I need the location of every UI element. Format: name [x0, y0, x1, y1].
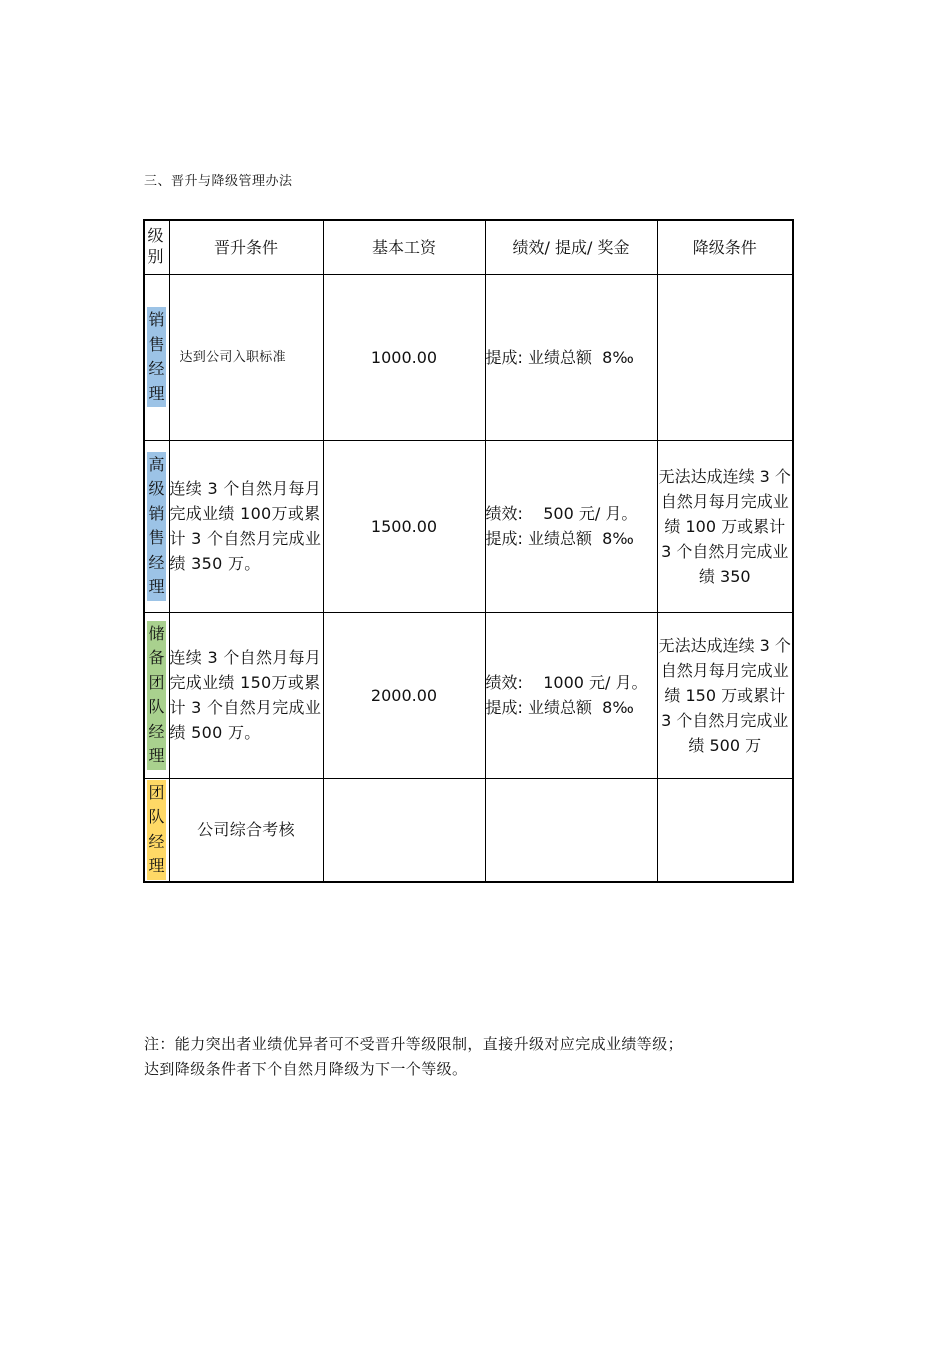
promotion-cell: 达到公司入职标准: [169, 274, 323, 440]
table-row: [144, 778, 793, 882]
demotion-cell: [657, 778, 793, 882]
level-cell: [144, 274, 169, 440]
table-row: [144, 440, 793, 612]
note-block: [144, 1032, 683, 1082]
header-demotion: 降级条件: [657, 220, 793, 274]
level-label: 销售经理: [147, 307, 166, 407]
header-promotion: 晋升条件: [169, 220, 323, 274]
salary-cell: 2000.00: [323, 612, 485, 778]
salary-cell: 1500.00: [323, 440, 485, 612]
note-line: 达到降级条件者下个自然月降级为下一个等级。: [144, 1060, 468, 1078]
demotion-cell: [657, 274, 793, 440]
table-row: [144, 274, 793, 440]
level-label: 高级销售经理: [147, 452, 166, 601]
promotion-demotion-table: [143, 219, 794, 883]
level-label: 团队经理: [147, 780, 166, 880]
bonus-cell: [485, 778, 657, 882]
header-salary: 基本工资: [323, 220, 485, 274]
salary-cell: 1000.00: [323, 274, 485, 440]
level-cell: [144, 778, 169, 882]
table-row: [144, 612, 793, 778]
level-label: 储备团队经理: [147, 621, 166, 770]
table-header-row: [144, 220, 793, 274]
note-line: 注：能力突出者业绩优异者可不受晋升等级限制，直接升级对应完成业绩等级；: [144, 1035, 684, 1053]
bonus-cell: 提成: 业绩总额 8‰: [485, 274, 657, 440]
bonus-cell: 绩效: 500 元/ 月。 提成: 业绩总额 8‰: [485, 440, 657, 612]
section-title: 三、晋升与降级管理办法: [144, 174, 293, 189]
header-bonus: 绩效/ 提成/ 奖金: [485, 220, 657, 274]
header-level: 级别: [144, 220, 169, 274]
salary-cell: [323, 778, 485, 882]
demotion-cell: 无法达成连续 3 个自然月每月完成业绩 100 万或累计 3 个自然月完成业绩 350: [657, 440, 793, 612]
promotion-cell: 公司综合考核: [169, 778, 323, 882]
level-cell: [144, 440, 169, 612]
promotion-cell: 连续 3 个自然月每月完成业绩 150万或累计 3 个自然月完成业绩 500 万。: [169, 612, 323, 778]
promotion-cell: 连续 3 个自然月每月完成业绩 100万或累计 3 个自然月完成业绩 350 万。: [169, 440, 323, 612]
bonus-cell: 绩效: 1000 元/ 月。 提成: 业绩总额 8‰: [485, 612, 657, 778]
demotion-cell: 无法达成连续 3 个自然月每月完成业绩 150 万或累计 3 个自然月完成业绩 500 万: [657, 612, 793, 778]
level-cell: [144, 612, 169, 778]
